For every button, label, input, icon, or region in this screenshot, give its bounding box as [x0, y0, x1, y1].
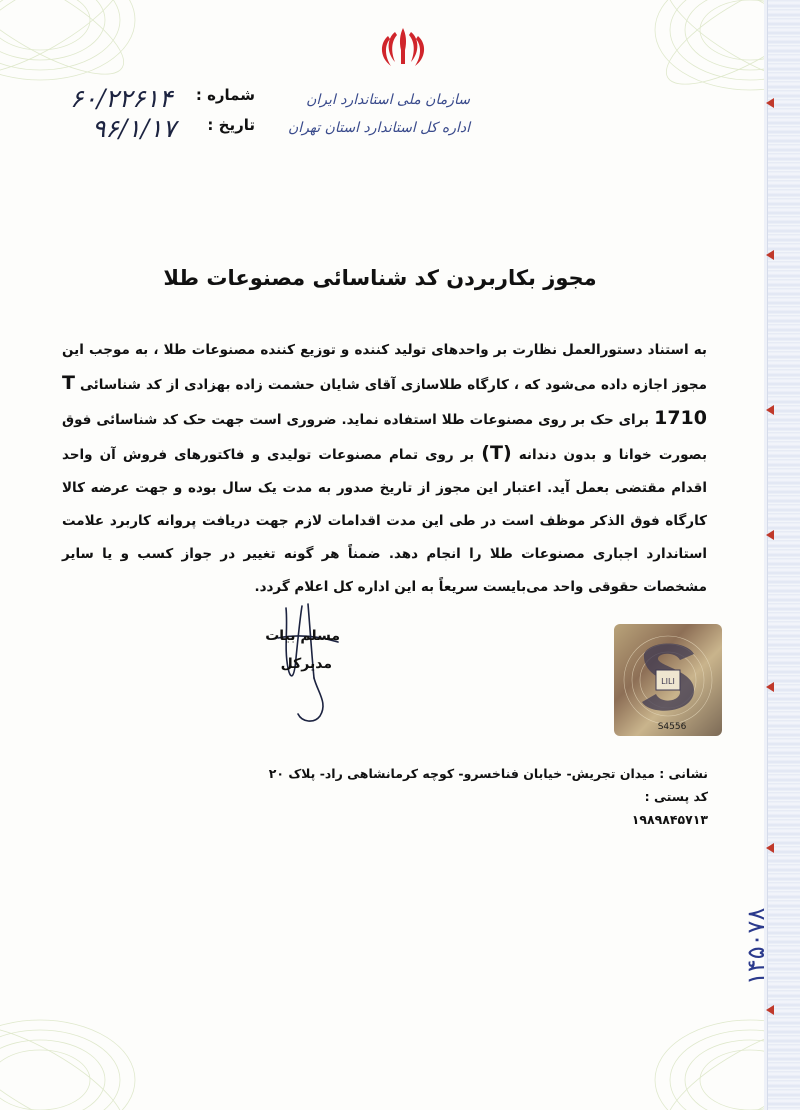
org-name-line2: اداره کل استاندارد استان تهران [287, 120, 470, 136]
body-middle: برای حک بر روی مصنوعات طلا استفاده نماید. ضروری است جهت حک کد شناسائی فوق بصورت خوانا و بدون دندانه [62, 412, 708, 463]
hologram-serial: S4556 [657, 722, 687, 732]
border-tick [766, 843, 774, 853]
postal-code-value: ۱۹۸۹۸۴۵۷۱۳ [631, 812, 708, 827]
date-value: ۹۶/۱/۱۷ [92, 114, 176, 143]
number-label: شماره : [195, 86, 255, 104]
guilloche-corner-top-left [0, 0, 140, 90]
side-serial-text: ۱۴۵۰۷۸ [742, 907, 770, 985]
org-name-line1: سازمان ملی استاندارد ایران [306, 92, 470, 108]
border-tick [766, 682, 774, 692]
number-value: ۶۰/۲۲۶۱۴ [70, 84, 173, 113]
body-code-intro: از کد شناسائی [74, 377, 185, 393]
border-tick [766, 98, 774, 108]
security-border [767, 0, 800, 1110]
document-title: مجوز بکاربردن کد شناسائی مصنوعات طلا [163, 266, 597, 290]
date-label: تاریخ : [207, 116, 255, 134]
border-tick [766, 530, 774, 540]
border-tick [766, 1005, 774, 1015]
workshop-name: کارگاه طلاسازی آقای شایان حشمت زاده بهزادی [184, 377, 509, 393]
body-intro: به استناد دستورالعمل نظارت بر واحدهای تولید کننده و توزیع کننده مصنوعات طلا ، به موجب این مجوز اجازه داده می‌شود که ، [62, 342, 707, 393]
body-rest: بر روی تمام مصنوعات تولیدی و فاکتورهای فروش آن واحد اقدام مقتضی بعمل آید. اعتبار این مجوز از تاریخ صدور به مدت یک سال بوده و جهت عرضه کالا کارگاه فوق الذکر موظف است در طی این مدت اقدامات لازم جهت دریافت پروانه کاربرد علامت استاندارد اجباری مصنوعات طلا را انجام دهد. ضمناً هر گونه تغییر در جواز کسب و یا سایر مشخصات حقوقی واحد می‌بایست سریعاً به این اداره کل اعلام گردد. [62, 447, 707, 595]
hologram-mark: LILI [661, 677, 675, 686]
standard-hologram-icon [614, 624, 722, 736]
postal-code-label: کد پستی : [644, 789, 708, 804]
signatory-role: مدیرکل [280, 656, 332, 672]
border-tick [766, 250, 774, 260]
code-letter: (T) [481, 442, 512, 464]
identification-code: T 1710 [62, 372, 707, 429]
iran-emblem-icon [378, 24, 428, 70]
border-tick [766, 405, 774, 415]
license-body-text [62, 334, 707, 604]
address: نشانی : میدان تجریش- خیابان فناخسرو- کوچه کرمانشاهی راد- پلاک ۲۰ [268, 766, 708, 781]
guilloche-corner-bottom-left [0, 1010, 140, 1110]
signatory-name: مسلم بیات [265, 628, 340, 644]
